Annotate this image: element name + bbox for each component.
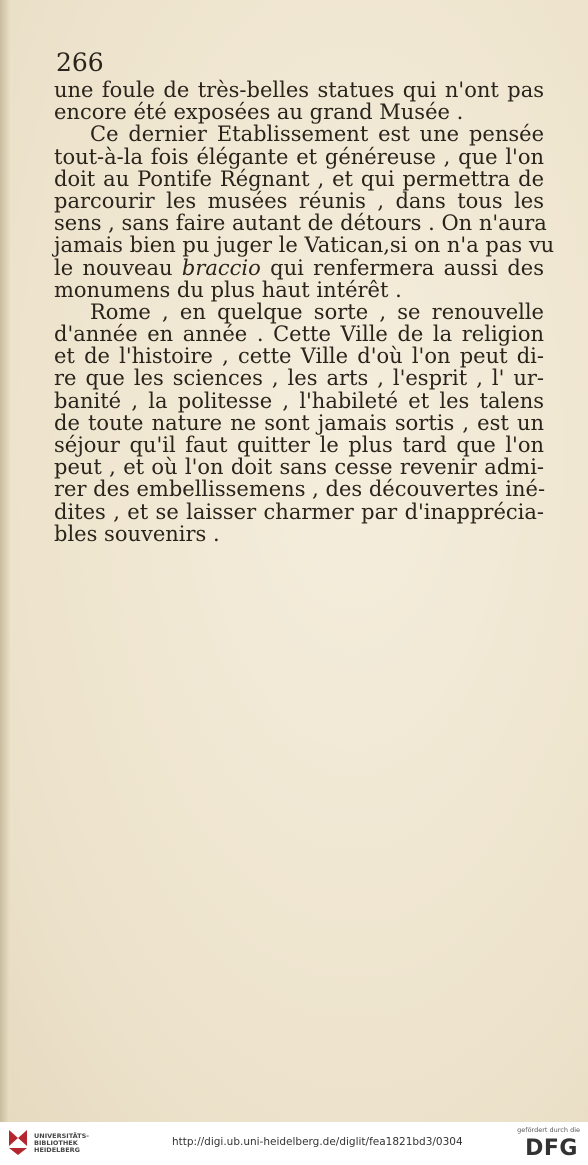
- text-line: le nouveau braccio qui renfermera aussi des: [54, 255, 544, 280]
- text-line: doit au Pontife Régnant , et qui permettra de: [54, 166, 544, 191]
- italic-word: braccio: [181, 255, 261, 280]
- text-line: peut , et où l'on doit sans cesse revenir admi-: [54, 455, 544, 480]
- permalink-url[interactable]: http://digi.ub.uni-heidelberg.de/diglit/fea1821bd3/0304: [172, 1136, 463, 1148]
- text-line: une foule de très-belles statues qui n'ont pas: [54, 78, 544, 102]
- text-line: re que les sciences , les arts , l'esprit , l' ur-: [54, 366, 544, 391]
- page-number: 266: [56, 48, 104, 77]
- text-line: banité , la politesse , l'habileté et les talens: [54, 388, 544, 413]
- institution-line: BIBLIOTHEK: [34, 1139, 78, 1147]
- text-line: monumens du plus haut intérêt .: [54, 277, 402, 302]
- text-line: d'année en année . Cette Ville de la religion: [54, 322, 544, 347]
- sponsor-caption: gefördert durch die: [517, 1126, 580, 1134]
- text-line: et de l'histoire , cette Ville d'où l'on peut di-: [54, 344, 544, 369]
- text-line: parcourir les musées réunis , dans tous les: [54, 188, 544, 213]
- text-line: Rome , en quelque sorte , se renouvelle: [90, 299, 544, 324]
- page-gutter-shadow: [0, 0, 10, 1122]
- text-line: bles souvenirs .: [54, 521, 220, 546]
- body-text: [54, 78, 555, 546]
- text-line: rer des embellissemens , des découvertes iné-: [54, 477, 546, 502]
- footer-bar: [0, 1122, 588, 1165]
- text-line: Ce dernier Etablissement est une pensée: [90, 122, 544, 147]
- text-line: dites , et se laisser charmer par d'inapprécia-: [54, 499, 544, 524]
- institution-line: UNIVERSITÄTS-: [34, 1132, 89, 1140]
- dfg-logo: DFG: [525, 1136, 578, 1161]
- text-line: tout-à-la fois élégante et généreuse , que l'on: [54, 144, 544, 169]
- text-line: de toute nature ne sont jamais sortis , est un: [54, 410, 544, 435]
- university-library-logo-icon: [6, 1128, 30, 1156]
- text-line: sens , sans faire autant de détours . On n'aura: [54, 211, 547, 236]
- text-line: jamais bien pu juger le Vatican,si on n'a pas vu: [54, 233, 555, 258]
- text-line: séjour qu'il faut quitter le plus tard que l'on: [54, 433, 544, 457]
- text-line: encore été exposées au grand Musée .: [54, 100, 464, 125]
- institution-line: HEIDELBERG: [34, 1146, 81, 1154]
- institution-name: [34, 1133, 89, 1154]
- bleed-through-text: ⠀: [541, 662, 552, 678]
